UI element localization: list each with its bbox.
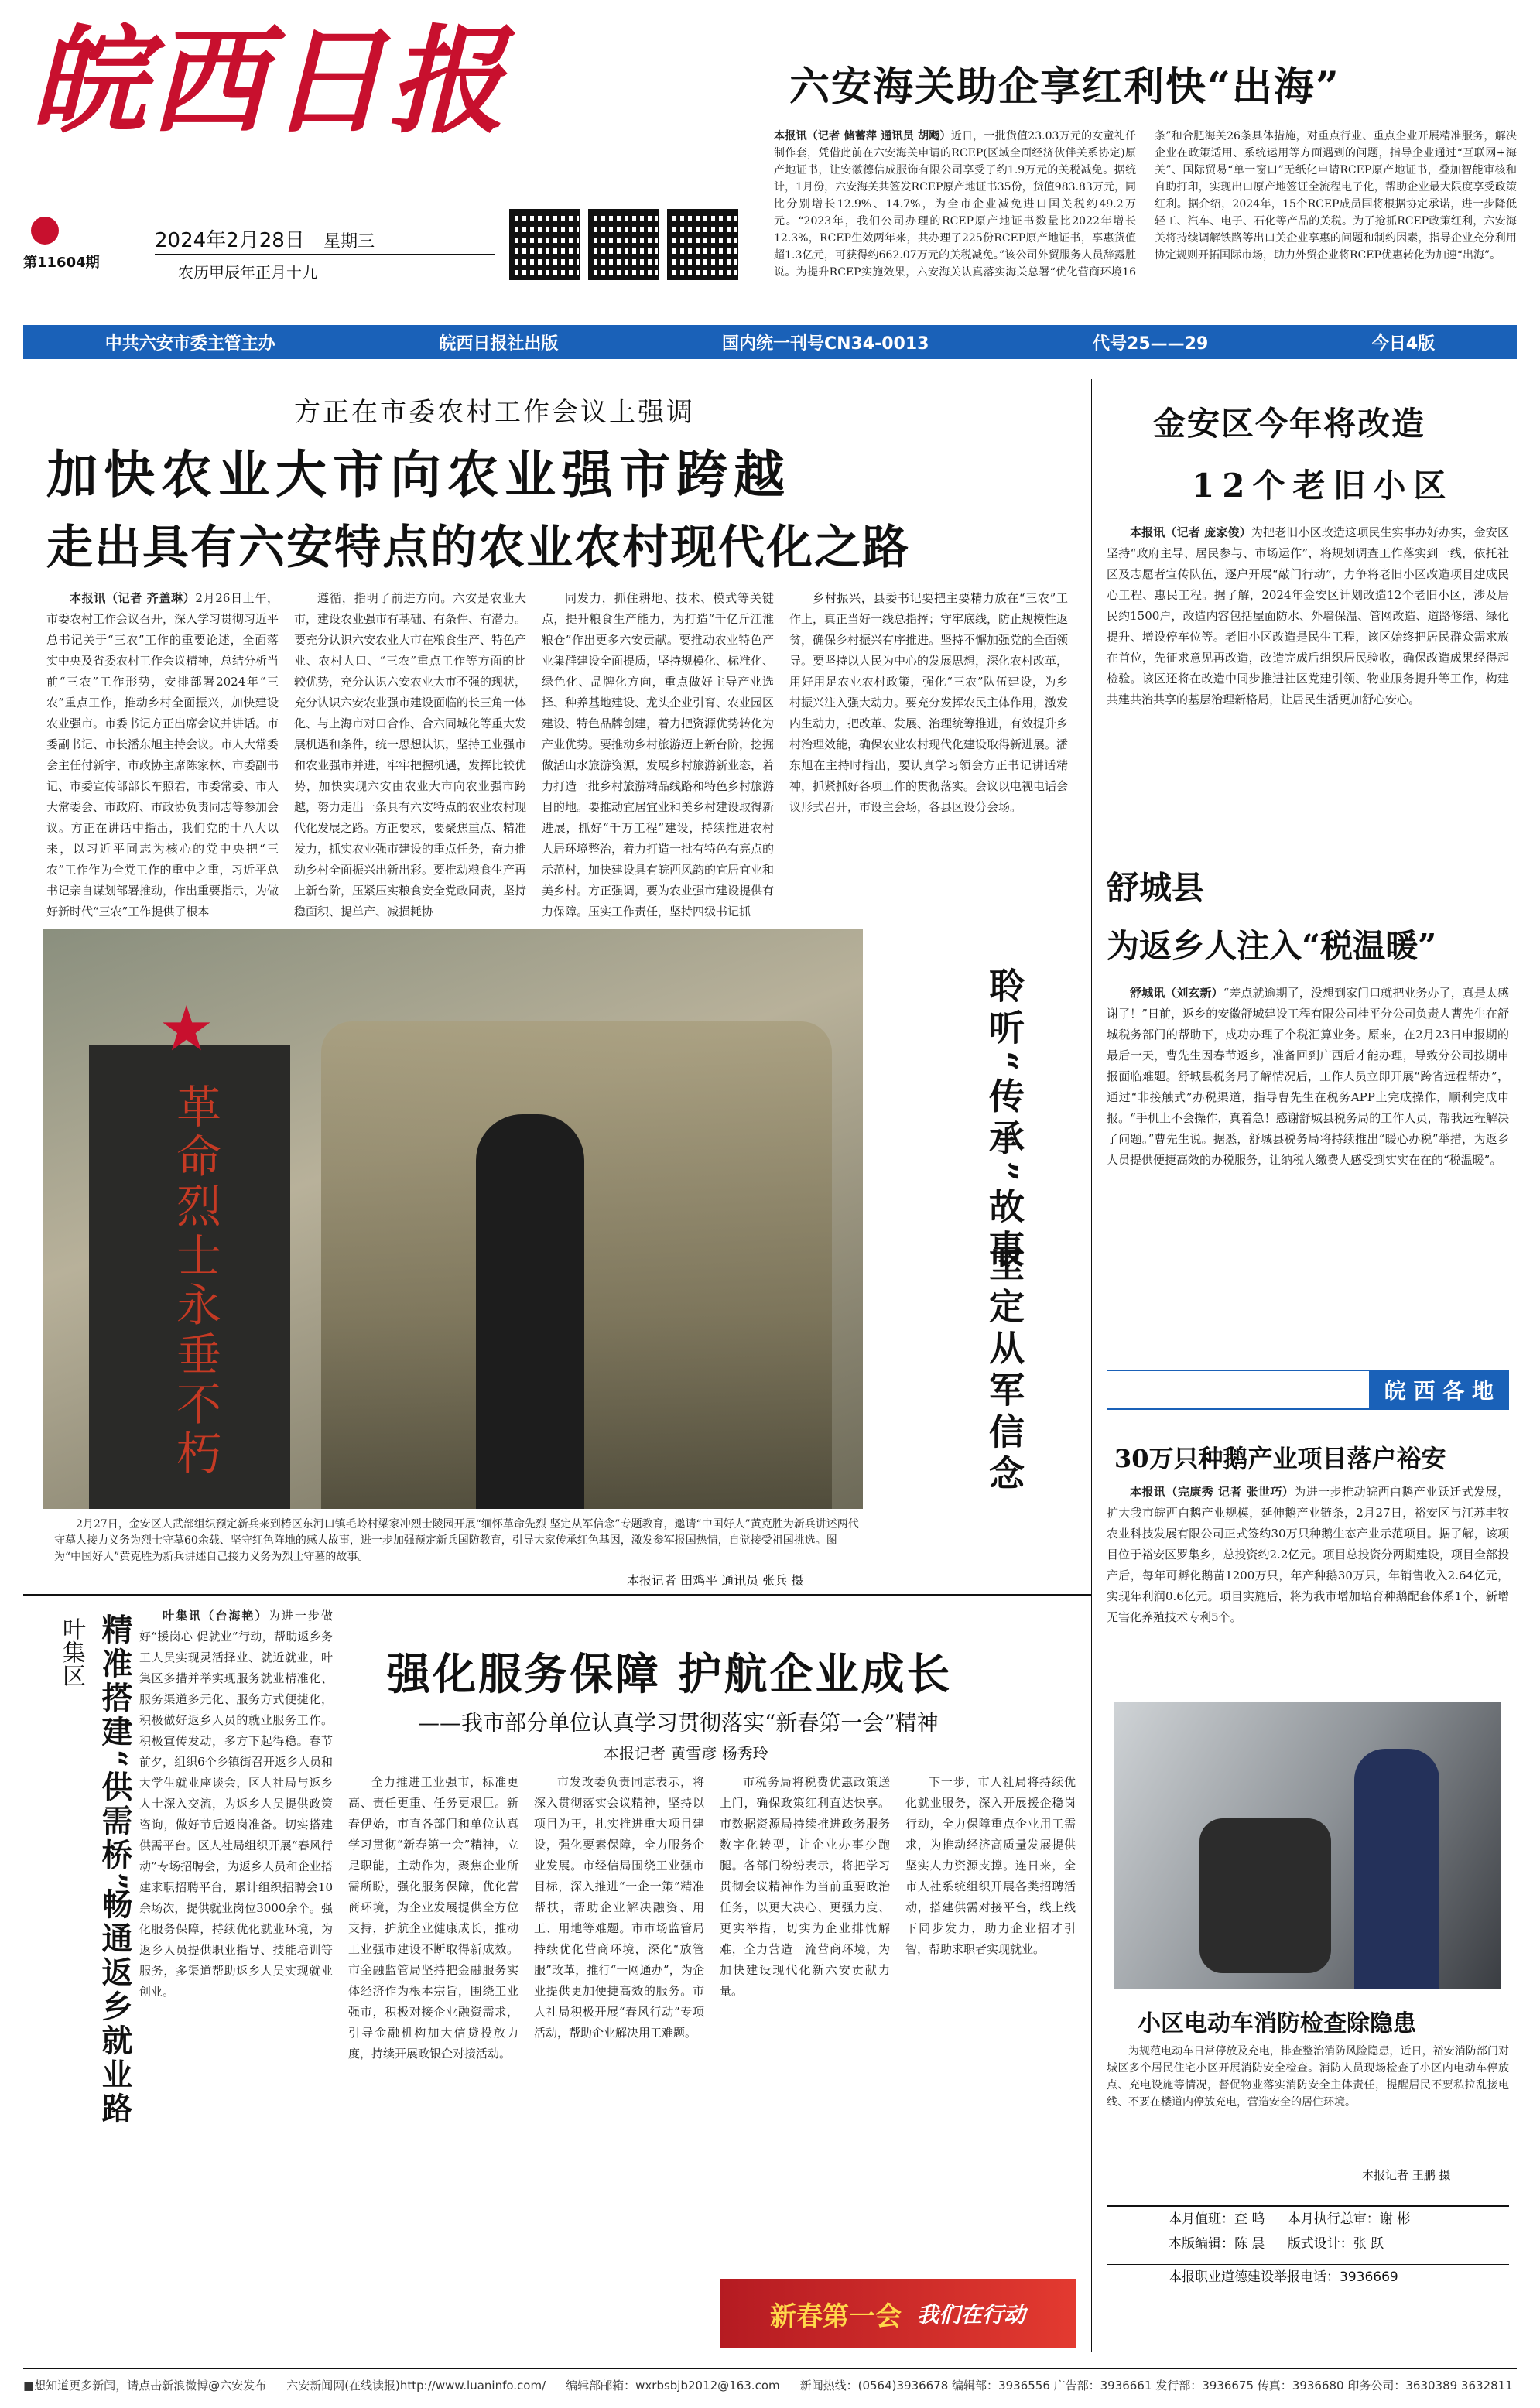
info-bar-item: 国内统一刊号CN34-0013 xyxy=(721,333,929,354)
qr-code-1[interactable] xyxy=(509,209,580,280)
lead-col-1 xyxy=(46,588,279,918)
left-story-text: 为进一步做好“援岗心 促就业”行动，帮助返乡务工人员实现灵活择业、就近就业，叶集区多措并举实现服务就业精准化、服务渠道多元化、服务方式便捷化，积极做好返乡人员的就业服务工作。积极宣传发动，多方下起得稳。春节前夕，组织6个乡镇街召开返乡人员和大学生就业座谈会，区人社局与返乡人士深入交流，为返乡人员提供政策咨询，做好节后返岗准备。切实搭建供需平台。区人社局组织开展“春风行动”专场招聘会，为返乡人员和企业搭建求职招聘平台，累计组织招聘会10余场次，提供就业岗位3000余个。强化服务保障，持续优化就业环境，为返乡人员提供职业指导、技能培训等服务，多渠道帮助返乡人员实现就业创业。 xyxy=(139,1609,333,1999)
bottom-story-byline: 本报记者 黄雪彦 杨秀玲 xyxy=(604,1744,768,1763)
bottom-story-subheadline: ——我市部分单位认真学习贯彻落实“新春第一会”精神 xyxy=(418,1710,939,1736)
info-bar-item: 今日4版 xyxy=(1371,333,1436,354)
right-story-3-headline: 30万只种鹅产业项目落户裕安 xyxy=(1114,1444,1446,1473)
banner-text-1: 新春第一会 xyxy=(769,2300,902,2332)
memorial-inscription: 革命烈士永垂不朽 xyxy=(169,1083,221,1479)
right-story-3-body xyxy=(1107,1482,1509,1691)
lunar-date: 农历甲辰年正月十九 xyxy=(178,263,317,282)
banner-text-2: 我们在行动 xyxy=(916,2302,1025,2328)
left-story-body xyxy=(139,1606,333,2348)
date-line xyxy=(155,224,375,253)
left-story-district: 叶集区 xyxy=(58,1617,85,1687)
footer-website[interactable]: 六安新闻网(在线读报)http://www.luaninfo.com/ xyxy=(286,2379,546,2393)
photo-vertical-title-2: 坚定从军信念 xyxy=(984,1246,1025,1496)
editor-value: 陈 晨 xyxy=(1234,2236,1265,2252)
editors-box xyxy=(1107,2205,1509,2315)
bottom-col-1: 全力推进工业强市，标准更高、责任更重、任务更艰巨。新春伊始，市直各部门和单位认真学习贯彻“新春第一会”精神，立足职能，主动作为，聚焦企业所需所盼，强化服务保障，优化营商环境，为企业发展提供全方位支持，护航企业健康成长，推动工业强市建设不断取得新成效。市金融监管局坚持把金融服务实体经济作为根本宗旨，围绕工业强市，积极对接企业融资需求，引导金融机构加大信贷投放力度，持续开展政银企对接活动。 xyxy=(348,1775,518,2061)
right-story-2-headline-1: 舒城县 xyxy=(1107,869,1205,907)
right-photo-credit: 本报记者 王鹏 摄 xyxy=(1362,2168,1451,2182)
lead-byline: 本报讯（记者 齐盖琳） xyxy=(70,591,196,605)
campaign-banner xyxy=(720,2279,1076,2348)
footer-wechat[interactable]: ■想知道更多新闻，请点击新浪微博@六安发布 xyxy=(23,2379,267,2393)
editors-line-2 xyxy=(1107,2232,1509,2256)
info-bar xyxy=(23,325,1517,359)
left-story-headline-2: 畅通返乡就业路 xyxy=(97,1888,133,2126)
right-story-2-text: “差点就逾期了，没想到家门口就把业务办了，真是太感谢了！”日前，返乡的安徽舒城建设工程有限公司桂平分公司负责人曹先生在舒城税务部门的帮助下，成功办理了个税汇算业务。原来，在2月23日申报期的最后一天，曹先生因春节返乡，准备回到广西后才能办理，导致分公司按期申报面临难题。舒城县税务局了解情况后，工作人员立即开展“跨省远程帮办”，通过“非接触式”办税渠道，指导曹先生在税务APP上完成操作，顺利完成申报。“手机上不会操作，真着急！感谢舒城县税务局的工作人员，帮我远程解决了问题。”曹先生说。据悉，舒城县税务局将持续推出“暖心办税”举措，为返乡人员提供便捷高效的办税服务，让纳税人缴费人感受到实实在在的“税温暖”。 xyxy=(1107,986,1509,1167)
issue-weekday: 星期三 xyxy=(323,232,375,251)
design-label: 版式设计： xyxy=(1287,2236,1353,2252)
column-divider xyxy=(1091,379,1092,2352)
top-story-body xyxy=(774,128,1517,306)
right-story-1-headline-2: 12个老旧小区 xyxy=(1192,467,1454,505)
right-story-3-byline: 本报讯（完康秀 记者 张世巧） xyxy=(1130,1485,1295,1499)
fire-inspection-photo xyxy=(1114,1702,1501,1989)
right-story-1-byline: 本报讯（记者 庞家俊） xyxy=(1130,525,1251,539)
left-story-headline-1: 精准搭建“供需桥” xyxy=(97,1613,133,1894)
lead-headline-1: 加快农业大市向农业强市跨越 xyxy=(46,444,791,505)
masthead-title: 皖西日报 xyxy=(31,13,508,149)
top-story-byline: 本报讯（记者 储蓄萍 通讯员 胡飏） xyxy=(774,130,951,142)
info-bar-item: 皖西日报社出版 xyxy=(439,333,559,354)
qr-code-2[interactable] xyxy=(588,209,659,280)
top-story-text: 近日，一批货值23.03万元的女童礼仟制作套，凭借此前在六安海关申请的RCEP(区域全面经济伙伴关系协定)原产地证书，让安徽德信成服饰有限公司享受了约1.9万元的关税减免。据统计，1月份，六安海关共签发RCEP原产地证书35份，货值983.83万元，同比分别增长12.9%、14.7%，为全市企业减免进口国关税约49.2万元。“2023年，我们公司办理的RCEP原产地证书数量比2022年增长12.3%，RCEP生效两年来，共办理了225份RCEP原产地证书，享惠货值超1.3亿元，可获得约662.07万元的关税减免。”该公司外贸服务人员辞露胜说。为提升RCEP实施效果，六安海关认真落实海关总署“优化营商环境16条”和合肥海关26条具体措施，对重点行业、重点企业开展精准服务，解决企业在政策适用、系统运用等方面遇到的问题，指导企业通过“互联网+海关”、国际贸易“单一窗口”无纸化申请RCEP原产地证书，叠加智能审核和自助打印，实现出口原产地签证全流程电子化，帮助企业最大限度享受政策红利。据介绍，2024年，15个RCEP成员国将根据协定承诺，进一步降低轻工、汽车、电子、石化等产品的关税。为了抢抓RCEP政策红利，六安海关将持续调解铁路等出口关企业享惠的问题和制约因素，指导企业充分利用协定规则开拓国际市场，助力外贸企业将RCEP优惠转化为加速“出海”。 xyxy=(774,130,1517,279)
right-photo-caption: 为规范电动车日常停放及充电，排查整治消防风险隐患，近日，裕安消防部门对城区多个居民住宅小区开展消防安全检查。消防人员现场检查了小区内电动车停放点、充电设施等情况，督促物业落实消防安全主体责任，提醒居民不要私拉乱接电线、不要在楼道内停放充电，营造安全的居住环境。 xyxy=(1107,2045,1509,2109)
right-story-2-headline-2: 为返乡人注入“税温暖” xyxy=(1107,927,1437,965)
hotline: 本报职业道德建设举报电话：3936669 xyxy=(1107,2264,1509,2290)
qr-code-3[interactable] xyxy=(667,209,738,280)
photo-caption-text: 2月27日，金安区人武部组织预定新兵来到椿区东河口镇毛岭村梁家冲烈士陵园开展“缅怀革命先烈 坚定从军信念”专题教育，邀请“中国好人”黄克胜为新兵讲述两代守墓人接力义务为烈士守墓60余载、坚守红色阵地的感人故事，进一步加强预定新兵国防教育，引导大家传承红色基因，激发参军报国热情，自觉接受祖国挑选。图为“中国好人”黄克胜为新兵讲述自己接力义务为烈士守墓的故事。 xyxy=(54,1518,859,1563)
right-story-1-text: 为把老旧小区改造这项民生实事办好办实，金安区坚持“政府主导、居民参与、市场运作”，将规划调查工作落实到一线，依托社区及志愿者宣传队伍，逐户开展“敲门行动”，力争将老旧小区改造项目建成民心工程、惠民工程。据了解，2024年金安区计划改造12个老旧小区，涉及居民约1500户，改造内容包括屋面防水、外墙保温、管网改造、道路修缮、绿化提升、增设停车位等。老旧小区改造是民生工程，该区始终把居民群众需求放在首位，先征求意见再改造，改造完成后组织居民验收，确保改造成果经得起检验。该区还将在改造中同步推进社区党建引领、物业服务提升等工作，构建共建共治共享的基层治理新格局，让居民生活更加舒心安心。 xyxy=(1107,525,1509,706)
chief-value: 谢 彬 xyxy=(1379,2211,1411,2227)
photo-vertical-title-1: 聆听“传承”故事 xyxy=(984,967,1025,1271)
issue-date: 2024年2月28日 xyxy=(155,229,305,252)
right-story-1-headline-1: 金安区今年将改造 xyxy=(1153,405,1426,443)
memorial-stone xyxy=(89,993,290,1509)
firefighter-figure xyxy=(1354,1749,1439,1989)
footer-phones: 新闻热线：(0564)3936678 编辑部：3936556 广告部：3936661 发行部：3936675 传真：3936680 印务公司：3630389 3632811 xyxy=(799,2379,1513,2393)
photo-caption xyxy=(54,1517,859,1571)
duty-value: 查 鸣 xyxy=(1234,2211,1265,2227)
lead-kicker: 方正在市委农村工作会议上强调 xyxy=(294,397,695,428)
lead-col-3: 同发力，抓住耕地、技术、模式等关键点，提升粮食生产能力，为打造“千亿斤江淮粮仓”作出更多六安贡献。要推动农业特色产业集群建设全面提质，坚持规模化、标准化、绿色化、品牌化方向，重点做好主导产业选择、种养基地建设、龙头企业引育、农业园区建设、特色品牌创建，着力把资源优势转化为产业优势。要推动乡村旅游迈上新台阶，挖掘做活山水旅游资源，发展乡村旅游新业态，着力打造一批乡村旅游精品线路和特色乡村旅游目的地。要推动宜居宜业和美乡村建设取得新进展，抓好“千万工程”建设，持续推进农村人居环境整治，着力打造一批有特色有亮点的示范村，加快建设具有皖西风韵的宜居宜业和美乡村。方正强调，要为农业强市建设提供有力保障。压实工作责任，坚持四级书记抓 xyxy=(542,591,775,918)
footer-bar xyxy=(23,2377,1517,2400)
section-label xyxy=(1107,1370,1509,1410)
speaker-figure xyxy=(476,1114,584,1509)
design-value: 张 跃 xyxy=(1353,2236,1384,2252)
right-story-2-byline: 舒城讯（刘玄新） xyxy=(1130,986,1223,1000)
chief-label: 本月执行总审： xyxy=(1287,2211,1380,2227)
scooter-shape xyxy=(1199,1818,1331,1973)
date-rule xyxy=(155,254,495,255)
right-photo-headline: 小区电动车消防检查除隐患 xyxy=(1138,2010,1416,2037)
logo-icon xyxy=(31,217,59,245)
editor-label: 本版编辑： xyxy=(1169,2236,1234,2252)
right-story-2-body xyxy=(1107,983,1509,1346)
bottom-col-2: 市发改委负责同志表示，将深入贯彻落实会议精神，坚持以项目为王，扎实推进重大项目建设，强化要素保障，全力服务企业发展。市经信局围绕工业强市目标，深入推进“一企一策”精准帮扶，帮助企业解决融资、用工、用地等难题。市市场监管局持续优化营商环境，深化“放管服”改革，推行“一网通办”，为企业提供更加便捷高效的服务。市人社局积极开展“春风行动”专项活动，帮助企业解决用工难题。 xyxy=(534,1775,704,2040)
issue-number: 第11604期 xyxy=(23,255,100,271)
section-label-text: 皖 西 各 地 xyxy=(1369,1371,1509,1408)
bottom-col-3: 市税务局将税费优惠政策送上门，确保政策红利直达快享。市数据资源局持续推进政务服务数字化转型，让企业办事少跑腿。各部门纷纷表示，将把学习贯彻会议精神作为当前重要政治任务，以更大决心、更强力度、更实举措，切实为企业排忧解难，全力营造一流营商环境，为加快建设现代化新六安贡献力量。 xyxy=(720,1775,890,1998)
bottom-story-headline: 强化服务保障 护航企业成长 xyxy=(387,1649,953,1700)
right-story-1-body xyxy=(1107,522,1509,832)
info-bar-item: 中共六安市委主管主办 xyxy=(104,333,275,354)
footer-rule xyxy=(23,2368,1517,2369)
lead-headline-2: 走出具有六安特点的农业农村现代化之路 xyxy=(46,521,910,575)
left-story-byline: 叶集讯（台海艳） xyxy=(163,1609,269,1623)
lead-col-4: 乡村振兴，县委书记要把主要精力放在“三农”工作上，真正当好一线总指挥；守牢底线，防止规模性返贫，确保乡村振兴有序推进。坚持不懈加强党的全面领导。要坚持以人民为中心的发展思想，深化农村改革，用好用足农业农村政策，强化“三农”队伍建设，为乡村振兴注入强大动力。要充分发挥农民主体作用，激发内生动力，把改革、发展、治理统筹推进，有效提升乡村治理效能，确保农业农村现代化建设取得新进展。潘东旭在主持时指出，要认真学习领会方正书记讲话精神，抓紧抓好各项工作的贯彻落实。会议以电视电话会议形式召开，市设主会场，各县区设分会场。 xyxy=(789,591,1069,814)
info-bar-item: 代号25——29 xyxy=(1093,333,1209,354)
footer-email[interactable]: 编辑部邮箱：wxrbsbjb2012@163.com xyxy=(566,2379,780,2393)
duty-label: 本月值班： xyxy=(1169,2211,1234,2227)
bottom-col-4: 下一步，市人社局将持续优化就业服务，深入开展援企稳岗行动，全力保障重点企业用工需求，为推动经济高质量发展提供坚实人力资源支撑。连日来，全市人社系统组织开展各类招聘活动，搭建供需对接平台，线上线下同步发力，助力企业招才引智，帮助求职者实现就业。 xyxy=(905,1775,1076,1956)
photo-credit: 本报记者 田鸡平 通讯员 张兵 摄 xyxy=(627,1573,804,1588)
star-icon: ★ xyxy=(159,993,214,1065)
top-story-headline: 六安海关助企享红利快“出海” xyxy=(789,63,1340,111)
right-story-3-text: 为进一步推动皖西白鹅产业跃迁式发展，扩大我市皖西白鹅产业规模，延伸鹅产业链条，2月27日，裕安区与江苏丰牧农业科技发展有限公司正式签约30万只种鹅生态产业示范项目。据了解，该项目位于裕安区罗集乡，总投资约2.2亿元。项目总投资分两期建设，项目全部投产后，每年可孵化鹅苗1200万只，年产种鹅30万只，年销售收入2.64亿元，实现年利润0.6亿元。项目实施后，将为我市增加培育种鹅配套体系1个，新增无害化养殖技术专利5个。 xyxy=(1107,1485,1509,1624)
editors-line-1 xyxy=(1107,2207,1509,2232)
lead-col-2: 遵循，指明了前进方向。六安是农业大市，建设农业强市有基础、有条件、有潜力。要充分认识六安农业大市在粮食生产、特色产业、农村人口、“三农”重点工作等方面的比较优势，充分认识六安农业大市不强的现状，充分认识六安农业强市建设面临的长三角一体化、与上海市对口合作、合六同城化等重大发展机遇和条件，统一思想认识，坚持工业强市和农业强市并进，牢牢把握机遇，发挥比较优势，加快实现六安由农业大市向农业强市跨越，努力走出一条具有六安特点的农业农村现代化发展之路。方正要求，要聚焦重点、精准发力，抓实农业强市建设的重点任务，奋力推动乡村全面振兴出新出彩。要推动粮食生产再上新台阶，压紧压实粮食安全党政同责，坚持稳面积、提单产、减损耗协 xyxy=(294,591,527,918)
horizontal-divider xyxy=(23,1594,1091,1596)
lead-text-1: 2月26日上午，市委农村工作会议召开，深入学习贯彻习近平总书记关于“三农”工作的重要论述，全面落实中央及省委农村工作会议精神，总结分析当前“三农”工作形势，安排部署2024年“三农”重点工作，推动乡村全面振兴，加快建设农业强市。市委书记方正出席会议并讲话。市委副书记、市长潘东旭主持会议。市人大常委会主任付新宇、市政协主席陈家林、市委副书记、市委宣传部部长车照君，市委常委、市人大常委会、市政府、市政协负责同志等参加会议。方正在讲话中指出，我们党的十八大以来，以习近平同志为核心的党中央把“三农”工作作为全党工作的重中之重，习近平总书记亲自谋划部署推动，作出重要指示，为做好新时代“三农”工作提供了根本 xyxy=(46,591,279,918)
main-photo xyxy=(43,929,863,1509)
